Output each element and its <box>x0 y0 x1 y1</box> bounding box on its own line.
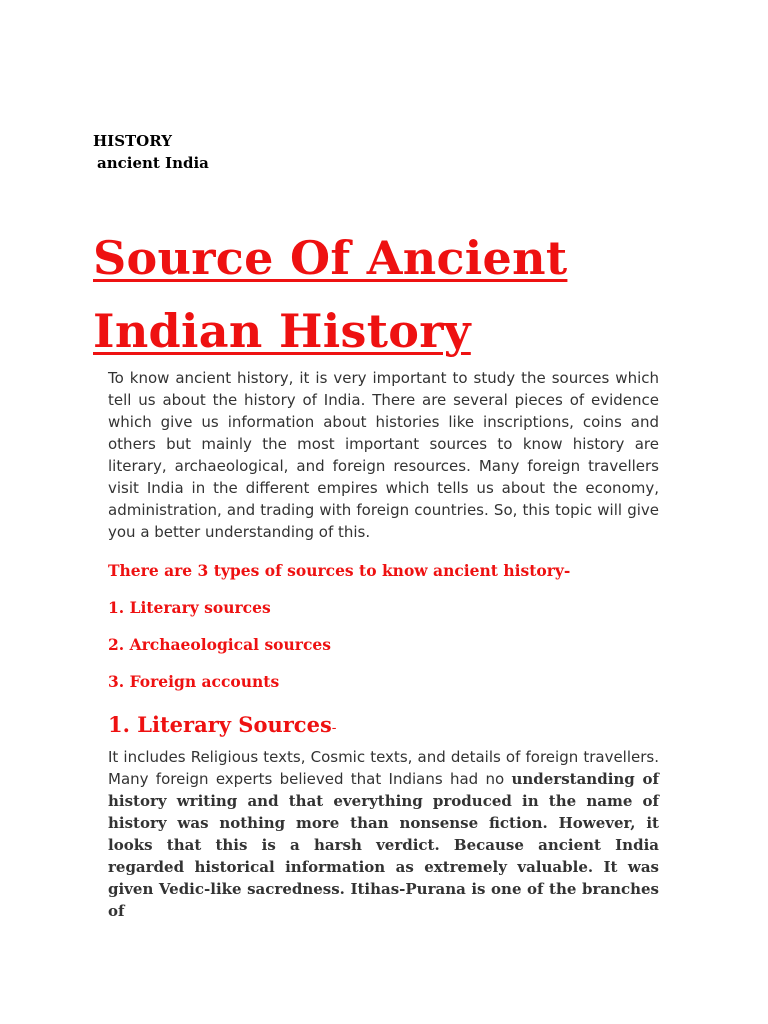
section-body-bold: understanding of history writing and that everything produced in the name of history was nothing more than nonsense fiction. However, it looks that this is a harsh verdict. Because ancient India regarded historical information as extremely valuable. It was given Vedic-like sacredness. Itihas-Purana is one of the branches of <box>108 770 659 920</box>
section-body <box>108 746 659 922</box>
section-heading <box>108 710 337 743</box>
page-title: Source Of Ancient Indian History <box>93 231 568 358</box>
section-heading-suffix: - <box>331 720 337 736</box>
type-item-foreign: 3. Foreign accounts <box>108 672 280 691</box>
subtopic-label: ancient India <box>97 154 209 172</box>
type-item-literary: 1. Literary sources <box>108 598 271 617</box>
intro-paragraph: To know ancient history, it is very important to study the sources which tell us about the history of India. There are several pieces of evidence which give us information about histories like inscriptions, coins and others but mainly the most important sources to know history are literary, archaeological, and foreign resources. Many foreign travellers visit India in the different empires which tells us about the economy, administration, and trading with foreign countries. So, this topic will give you a better understanding of this. <box>108 369 659 541</box>
section-body-regular: It includes Religious texts, Cosmic texts, and details of foreign travellers. Many foreign experts believed that Indians had no <box>108 748 659 788</box>
type-item-archaeological: 2. Archaeological sources <box>108 635 331 654</box>
subject-label: HISTORY <box>93 132 172 150</box>
types-heading: There are 3 types of sources to know ancient history- <box>108 561 571 580</box>
section-heading-text: 1. Literary Sources <box>108 712 332 737</box>
